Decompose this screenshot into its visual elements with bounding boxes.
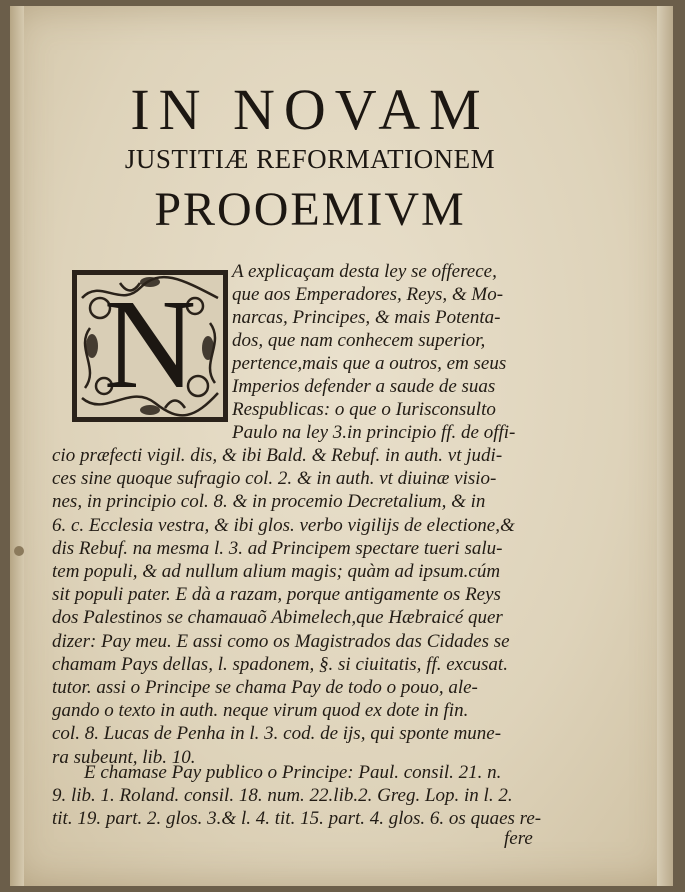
text-line: Imperios defender a saude de suas: [232, 376, 496, 397]
page-edge: [657, 6, 673, 886]
text-line: Respublicas: o que o Iurisconsulto: [232, 399, 496, 420]
text-line: gando o texto in auth. neque virum quod ex dote in fin.: [52, 700, 469, 722]
catchword: fere: [504, 828, 533, 849]
text-line: tutor. assi o Principe se chama Pay de todo o pouo, ale-: [52, 677, 478, 698]
title-line-2: JUSTITIÆ REFORMATIONEM: [124, 144, 496, 174]
text-line: sit populi pater. E dà a razam, porque antigamente os Reys: [52, 584, 501, 606]
text-line: narcas, Principes, & mais Potenta-: [232, 307, 501, 328]
text-line: E chamase Pay publico o Principe: Paul. consil. 21. n.: [84, 762, 502, 783]
drop-cap-letter: N: [103, 273, 197, 415]
text-line: dos Palestinos se chamauaõ Abimelech,que Hæbraicé quer: [52, 607, 503, 629]
decorated-initial-n: [70, 268, 230, 424]
text-line: tem populi, & ad nullum alium magis; quàm ad ipsum.cúm: [52, 561, 501, 582]
text-line: que aos Emperadores, Reys, & Mo-: [232, 284, 504, 305]
text-line: dos, que nam conhecem superior,: [232, 330, 486, 351]
text-line: ra subeunt, lib. 10.: [52, 746, 196, 768]
title-line-3: PROOEMIVM: [154, 183, 466, 236]
text-line: 9. lib. 1. Roland. consil. 18. num. 22.lib.2. Greg. Lop. in l. 2.: [52, 785, 513, 806]
text-line: tit. 19. part. 2. glos. 3.& l. 4. tit. 15. part. 4. glos. 6. os quaes re-: [52, 808, 542, 829]
binding-mark: [14, 546, 24, 556]
title-line-1: IN NOVAM: [130, 77, 490, 142]
text-line: pertence,mais que a outros, em seus: [232, 353, 507, 374]
book-page: [10, 6, 673, 886]
text-line: Paulo na ley 3.in principio ff. de offi-: [232, 422, 516, 443]
text-line: cio præfecti vigil. dis, & ibi Bald. & Rebuf. in auth. vt judi-: [52, 445, 503, 466]
text-line: col. 8. Lucas de Penha in l. 3. cod. de ijs, qui sponte mune-: [52, 723, 502, 745]
text-line: 6. c. Ecclesia vestra, & ibi glos. verbo vigilijs de electione,&: [52, 514, 515, 536]
text-line: ces sine quoque sufragio col. 2. & in auth. vt diuinæ visio-: [52, 468, 497, 490]
text-line: dizer: Pay meu. E assi como os Magistrados das Cidades se: [52, 630, 510, 652]
page-gutter-shadow: [10, 6, 24, 886]
text-line: nes, in principio col. 8. & in procemio Decretalium, & in: [52, 491, 486, 513]
text-line: A explicaçam desta ley se offerece,: [232, 261, 497, 282]
text-line: chamam Pays dellas, l. spadonem, §. si ciuitatis, ff. excusat.: [52, 653, 508, 675]
text-line: dis Rebuf. na mesma l. 3. ad Principem spectare tueri salu-: [52, 537, 503, 559]
